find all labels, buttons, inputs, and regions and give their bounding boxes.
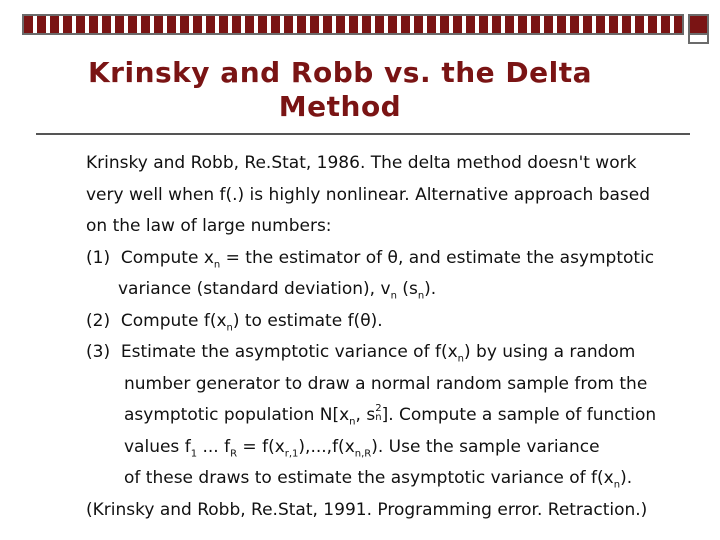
equals-text: = f(x — [237, 436, 285, 457]
step-1-variance-sub: n — [390, 290, 397, 302]
step-3-line-5 — [86, 463, 686, 495]
superscript-2: 2 — [375, 403, 382, 414]
step-2-text-c: ). — [370, 310, 383, 331]
step-3-line-1 — [86, 337, 686, 369]
slide-title-line-2: Method — [278, 90, 402, 123]
step-3-population-text: asymptotic population N[x — [124, 405, 350, 425]
step-1-line-1 — [86, 243, 686, 275]
footer-citation: (Krinsky and Robb, Re.Stat, 1991. Programming error. Retraction.) — [86, 499, 648, 520]
decorative-corner-notch — [688, 35, 709, 44]
step-1-sd-text: (s — [396, 279, 418, 299]
step-1-sd-sub: n — [417, 290, 425, 302]
step-1-text-a: Compute x — [120, 247, 214, 268]
title-divider — [36, 133, 690, 135]
step-1-subscript: n — [213, 258, 221, 270]
slide-body — [86, 148, 686, 526]
s-squared-n-notation — [375, 404, 381, 422]
step-2-line — [86, 306, 686, 338]
subscript-n: n — [375, 412, 382, 423]
f-sub-1: 1 — [190, 447, 198, 459]
intro-line-2: very well when f(.) is highly nonlinear. Alternative approach based — [86, 184, 651, 205]
step-3-s-text: , s — [355, 405, 376, 425]
step-3-population-sub: n — [349, 416, 356, 428]
series-text: ),...,f(x — [298, 436, 355, 457]
step-1-text-c: , and estimate the asymptotic — [397, 247, 655, 268]
step-1-number: (1) — [86, 247, 111, 268]
step-3-line-2: number generator to draw a normal random sample from the — [124, 373, 648, 394]
step-3-text-a: Estimate the asymptotic variance of f(x — [120, 342, 458, 362]
theta-symbol: θ — [387, 247, 398, 268]
ellipsis-text: ... f — [197, 436, 231, 457]
step-3-line-4 — [86, 432, 686, 464]
step-2-text-a: Compute f(x — [120, 310, 227, 331]
values-text: values f — [124, 436, 191, 457]
intro-line-1: Krinsky and Robb, Re.Stat, 1986. The delta method doesn't work — [86, 153, 637, 173]
f-sub-r: R — [230, 447, 238, 459]
step-3-subscript: n — [457, 353, 464, 365]
step-3-text-b: ) by using a random — [464, 342, 636, 362]
draws-close: ). — [620, 468, 633, 488]
theta-symbol-2: θ — [360, 310, 371, 331]
step-3-line-3 — [86, 400, 686, 432]
draws-text: of these draws to estimate the asymptotic variance of f(x — [124, 468, 614, 488]
intro-line-3: on the law of large numbers: — [86, 216, 332, 236]
step-3-compute-text: ]. Compute a sample of function — [381, 405, 657, 425]
slide-title-line-1: Krinsky and Robb vs. the Delta — [87, 56, 593, 89]
step-2-number: (2) — [86, 310, 111, 331]
step-1-line-2 — [86, 274, 686, 306]
decorative-header-bar — [22, 14, 684, 35]
step-2-subscript: n — [226, 321, 233, 333]
slide-title — [60, 56, 620, 124]
step-1-variance-text: variance (standard deviation), v — [118, 279, 391, 299]
sample-variance-text: ). Use the sample variance — [371, 436, 600, 457]
step-3-number: (3) — [86, 342, 111, 362]
step-2-text-b: ) to estimate f( — [232, 310, 361, 331]
x-sub-nr: n,R — [354, 447, 372, 459]
draws-sub: n — [613, 479, 621, 491]
step-1-text-b: = the estimator of — [220, 247, 388, 268]
decorative-corner-square — [688, 14, 709, 35]
x-sub-r1: r,1 — [284, 447, 299, 459]
step-1-close: ). — [424, 279, 437, 299]
